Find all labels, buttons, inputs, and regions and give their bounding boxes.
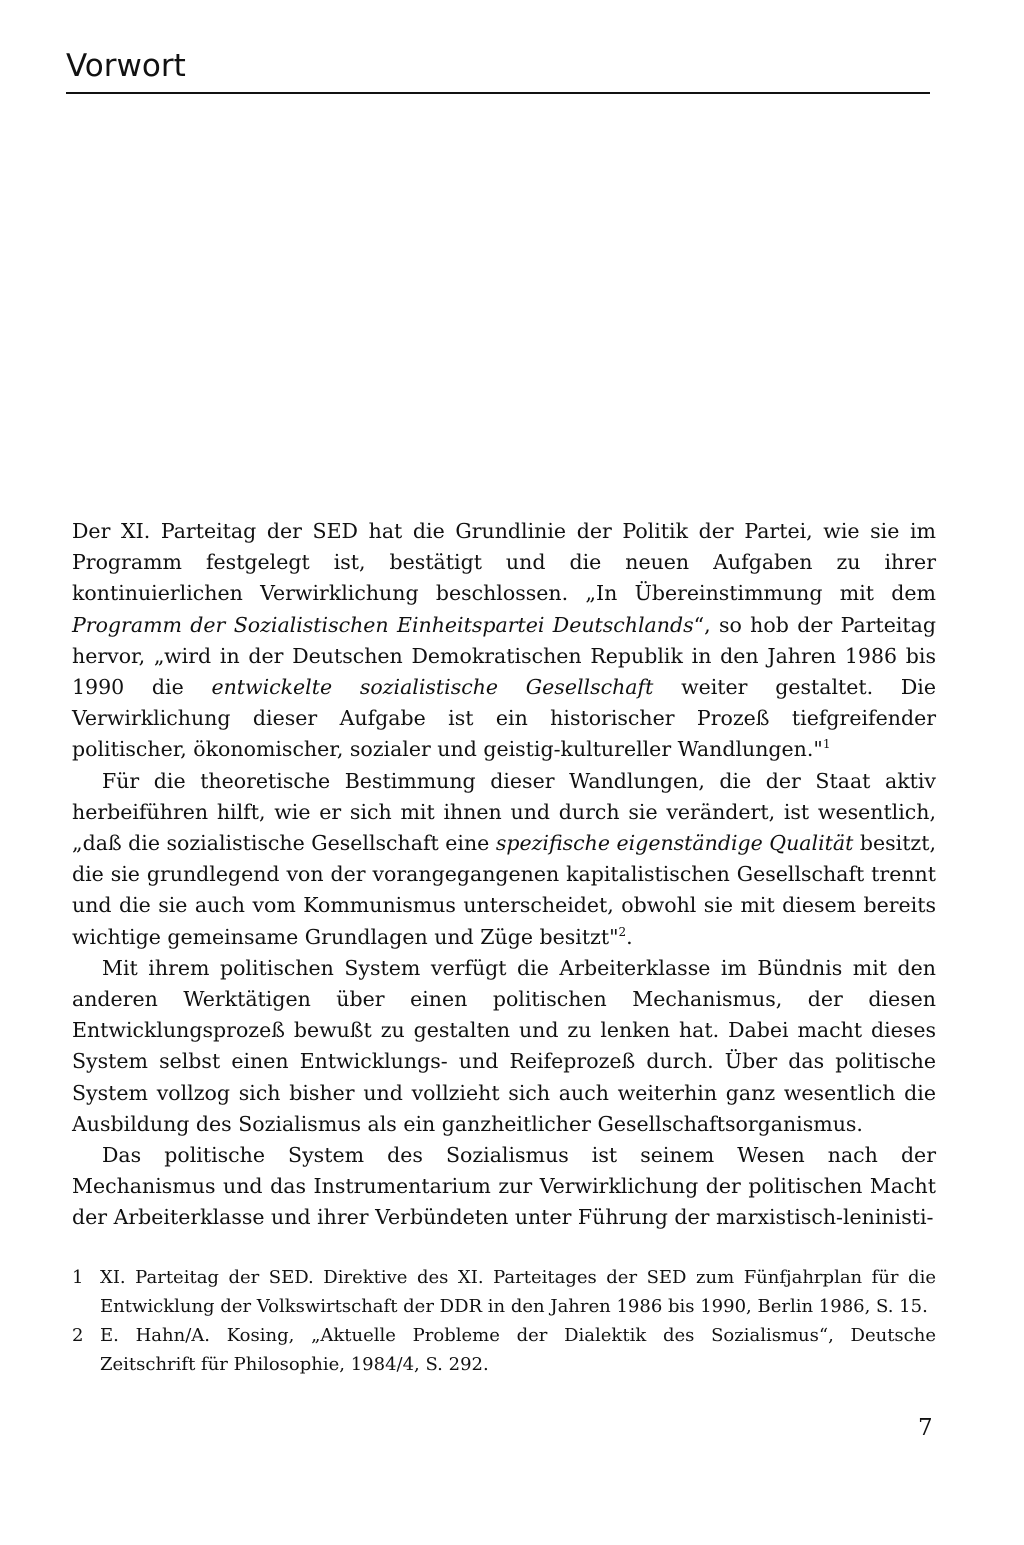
footnotes (72, 1263, 936, 1379)
paragraph-1-emphasis-a: Programm der Sozialistischen Einheitspartei Deutschlands (72, 612, 694, 637)
footnote-text: XI. Parteitag der SED. Direktive des XI. Parteitages der SED zum Fünfjahrplan für die Entwicklung der Volkswirtschaft der DDR in den Jahren 1986 bis 1990, Berlin 1986, S. 15. (100, 1267, 936, 1317)
paragraph-1-emphasis-b: entwickelte sozialistische Gesellschaft (211, 675, 654, 700)
footnote-2 (72, 1321, 936, 1379)
paragraph-1-text-c: weiter gestaltet. Die Verwirklichung dieser Aufgabe ist ein historischer Prozeß tiefgreifender politischer, ökonomischer, sozialer und geistig-kultureller Wandlungen." (72, 675, 936, 762)
paragraph-1-text-b: “, so hob der Parteitag hervor, „wird in der Deutschen Demokratischen Republik in den Jahren 1986 bis 1990 die (72, 612, 936, 700)
paragraph-1 (72, 516, 936, 766)
paragraph-2-end: . (626, 924, 633, 949)
paragraph-1-text-a: Der XI. Parteitag der SED hat die Grundlinie der Politik der Partei, wie sie im Programm festgelegt ist, bestätigt und die neuen Aufgaben zu ihrer kontinuierlichen Verwirklichung beschlossen. „In Übereinstimmung mit dem (72, 519, 936, 606)
paragraph-4: Das politische System des Sozialismus ist seinem Wesen nach der Mechanismus und das Instrumentarium zur Verwirklichung der politischen Macht der Arbeiterklasse und ihrer Verbündeten unter Führung der marxistisch-leninisti- (72, 1143, 936, 1230)
paragraph-2-text-a: Für die theoretische Bestimmung dieser Wandlungen, die der Staat aktiv herbeiführen hilft, wie er sich mit ihnen und durch sie verändert, ist wesentlich, „daß die sozialistische Gesellschaft eine (72, 768, 936, 856)
paragraph-2-emphasis: spezifische eigenständige Qualität (495, 831, 854, 856)
title-rule (66, 92, 930, 94)
paragraph-3: Mit ihrem politischen System verfügt die Arbeiterklasse im Bündnis mit den anderen Werktätigen über einen politischen Mechanismus, der diesen Entwicklungsprozeß bewußt zu gestalten und zu lenken hat. Dabei macht dieses System selbst einen Entwicklungs- und Reifeprozeß durch. Über das politische System vollzog sich bisher und vollzieht sich auch weiterhin ganz wesentlich die Ausbildung des Sozialismus als ein ganzheitlicher Gesellschaftsorganismus. (72, 955, 936, 1136)
page-number: 7 (918, 1415, 933, 1441)
body-text (72, 516, 936, 1234)
footnote-ref-2[interactable]: 2 (618, 924, 627, 939)
footnote-text: E. Hahn/A. Kosing, „Aktuelle Probleme der Dialektik des Sozialismus“, Deutsche Zeitschrift für Philosophie, 1984/4, S. 292. (100, 1325, 936, 1375)
paragraph-2-text-b: besitzt, die sie grundlegend von der vorangegangenen kapitalistischen Gesellschaft trennt und die sie auch vom Kommunismus unterscheidet, obwohl sie mit diesem bereits wichtige gemeinsame Grundlagen und Züge besitzt" (72, 831, 936, 949)
footnote-number: 1 (72, 1267, 84, 1288)
footnote-number: 2 (72, 1325, 84, 1346)
paragraph-2 (72, 766, 936, 953)
footnote-1 (72, 1263, 936, 1321)
page-title: Vorwort (66, 48, 186, 84)
footnote-ref-1[interactable]: 1 (822, 737, 831, 752)
